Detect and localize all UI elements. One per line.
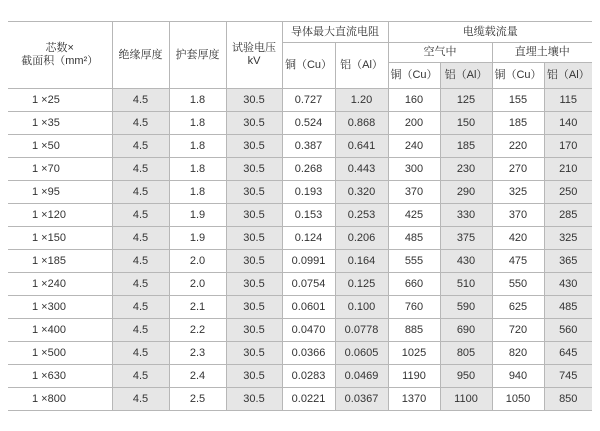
cell-test-voltage: 30.5 [226,227,282,250]
table-row [8,181,592,204]
cell-air-al: 230 [440,158,492,181]
cell-res-cu: 0.0991 [282,250,335,273]
cell-test-voltage: 30.5 [226,273,282,296]
cell-air-cu: 760 [388,296,440,319]
cell-air-cu: 555 [388,250,440,273]
cell-spec: 1 ×500 [8,342,112,365]
table-row [8,296,592,319]
cell-air-al: 375 [440,227,492,250]
cell-res-al: 0.0469 [335,365,388,388]
cell-res-al: 0.0605 [335,342,388,365]
cell-soil-cu: 370 [492,204,544,227]
cell-air-cu: 1025 [388,342,440,365]
cell-res-cu: 0.268 [282,158,335,181]
header-res-cu: 铜（Cu） [282,43,335,89]
cell-res-al: 0.320 [335,181,388,204]
cell-res-cu: 0.524 [282,112,335,135]
cell-res-cu: 0.0221 [282,388,335,411]
cell-soil-cu: 270 [492,158,544,181]
cell-test-voltage: 30.5 [226,112,282,135]
cell-res-cu: 0.0601 [282,296,335,319]
cell-res-al: 0.0778 [335,319,388,342]
cell-sheath: 1.8 [169,89,226,112]
cell-spec: 1 ×800 [8,388,112,411]
cell-soil-al: 430 [544,273,592,296]
cell-soil-al: 285 [544,204,592,227]
cell-spec: 1 ×50 [8,135,112,158]
cell-res-al: 0.125 [335,273,388,296]
cell-res-al: 0.868 [335,112,388,135]
cell-air-cu: 200 [388,112,440,135]
cell-soil-al: 485 [544,296,592,319]
cell-air-al: 590 [440,296,492,319]
cell-test-voltage: 30.5 [226,89,282,112]
cell-soil-al: 250 [544,181,592,204]
cable-spec-table [8,21,592,411]
header-spec-label: 芯数× 截面积（mm²） [21,42,99,67]
cell-res-cu: 0.193 [282,181,335,204]
cell-insulation: 4.5 [112,158,169,181]
cell-sheath: 2.0 [169,250,226,273]
cell-test-voltage: 30.5 [226,181,282,204]
header-resistance: 导体最大直流电阻 [282,22,388,43]
cell-sheath: 1.8 [169,135,226,158]
cell-air-al: 150 [440,112,492,135]
cell-sheath: 2.2 [169,319,226,342]
cell-res-cu: 0.0283 [282,365,335,388]
cell-res-al: 1.20 [335,89,388,112]
header-soil-al: 铝（Al） [544,63,592,89]
cell-air-al: 330 [440,204,492,227]
cell-insulation: 4.5 [112,365,169,388]
table-row [8,388,592,411]
cell-sheath: 1.9 [169,227,226,250]
table-row [8,89,592,112]
cell-sheath: 1.8 [169,158,226,181]
cell-air-al: 1100 [440,388,492,411]
table-row [8,365,592,388]
cell-soil-cu: 185 [492,112,544,135]
cell-spec: 1 ×185 [8,250,112,273]
header-ampacity: 电缆载流量 [388,22,592,43]
header-in-soil: 直埋土壤中 [492,43,592,63]
cell-res-cu: 0.153 [282,204,335,227]
cell-air-al: 430 [440,250,492,273]
table-row [8,204,592,227]
cell-insulation: 4.5 [112,296,169,319]
cell-res-al: 0.164 [335,250,388,273]
cell-insulation: 4.5 [112,319,169,342]
table-row [8,342,592,365]
cell-sheath: 2.3 [169,342,226,365]
header-air-al: 铝（Al） [440,63,492,89]
cell-test-voltage: 30.5 [226,135,282,158]
cell-air-cu: 1190 [388,365,440,388]
cell-res-al: 0.100 [335,296,388,319]
cell-sheath: 2.0 [169,273,226,296]
cell-res-cu: 0.0470 [282,319,335,342]
cell-air-cu: 485 [388,227,440,250]
cell-air-cu: 1370 [388,388,440,411]
table-row [8,319,592,342]
cell-test-voltage: 30.5 [226,365,282,388]
cell-res-cu: 0.0754 [282,273,335,296]
cell-soil-al: 115 [544,89,592,112]
cell-test-voltage: 30.5 [226,158,282,181]
cell-soil-al: 325 [544,227,592,250]
cell-soil-cu: 625 [492,296,544,319]
cell-soil-cu: 720 [492,319,544,342]
cell-insulation: 4.5 [112,388,169,411]
cell-soil-al: 645 [544,342,592,365]
cell-sheath: 1.9 [169,204,226,227]
cell-test-voltage: 30.5 [226,296,282,319]
cell-test-voltage: 30.5 [226,342,282,365]
cell-insulation: 4.5 [112,273,169,296]
cell-air-al: 690 [440,319,492,342]
cell-sheath: 2.5 [169,388,226,411]
cell-air-al: 125 [440,89,492,112]
cell-air-al: 510 [440,273,492,296]
cell-soil-al: 170 [544,135,592,158]
cell-sheath: 2.4 [169,365,226,388]
cell-test-voltage: 30.5 [226,204,282,227]
cell-res-al: 0.641 [335,135,388,158]
header-in-air: 空气中 [388,43,492,63]
cell-insulation: 4.5 [112,89,169,112]
cell-air-cu: 425 [388,204,440,227]
cell-soil-cu: 940 [492,365,544,388]
cell-soil-cu: 820 [492,342,544,365]
cell-air-cu: 300 [388,158,440,181]
cell-spec: 1 ×300 [8,296,112,319]
cell-insulation: 4.5 [112,112,169,135]
cell-res-al: 0.253 [335,204,388,227]
cell-soil-al: 210 [544,158,592,181]
cell-soil-cu: 550 [492,273,544,296]
cell-soil-cu: 1050 [492,388,544,411]
cell-air-cu: 885 [388,319,440,342]
cell-spec: 1 ×150 [8,227,112,250]
cell-insulation: 4.5 [112,181,169,204]
cell-insulation: 4.5 [112,342,169,365]
cell-spec: 1 ×630 [8,365,112,388]
cell-soil-al: 745 [544,365,592,388]
header-spec [8,22,112,89]
cell-res-al: 0.206 [335,227,388,250]
cell-air-al: 185 [440,135,492,158]
table-row [8,227,592,250]
cell-soil-al: 850 [544,388,592,411]
table-row [8,158,592,181]
cell-air-al: 290 [440,181,492,204]
cell-spec: 1 ×70 [8,158,112,181]
header-insulation: 绝缘厚度 [112,22,169,89]
header-air-cu: 铜（Cu） [388,63,440,89]
cell-soil-al: 140 [544,112,592,135]
cell-soil-al: 365 [544,250,592,273]
cell-res-al: 0.443 [335,158,388,181]
cell-sheath: 1.8 [169,112,226,135]
table-row [8,250,592,273]
cell-res-cu: 0.387 [282,135,335,158]
cell-air-cu: 160 [388,89,440,112]
cell-soil-cu: 325 [492,181,544,204]
cell-insulation: 4.5 [112,250,169,273]
header-test-voltage [226,22,282,89]
cell-spec: 1 ×25 [8,89,112,112]
cell-soil-cu: 155 [492,89,544,112]
cell-res-cu: 0.0366 [282,342,335,365]
cell-air-al: 950 [440,365,492,388]
header-test-voltage-label: 试验电压 kV [232,42,276,67]
cell-soil-al: 560 [544,319,592,342]
table-row [8,112,592,135]
cell-insulation: 4.5 [112,227,169,250]
table-body [8,89,592,411]
cell-test-voltage: 30.5 [226,250,282,273]
header-sheath: 护套厚度 [169,22,226,89]
cell-res-cu: 0.124 [282,227,335,250]
cell-soil-cu: 475 [492,250,544,273]
cell-air-cu: 660 [388,273,440,296]
cell-sheath: 2.1 [169,296,226,319]
table-row [8,135,592,158]
cell-soil-cu: 420 [492,227,544,250]
cell-insulation: 4.5 [112,204,169,227]
cell-spec: 1 ×95 [8,181,112,204]
cell-air-cu: 370 [388,181,440,204]
cell-air-cu: 240 [388,135,440,158]
cell-air-al: 805 [440,342,492,365]
cell-sheath: 1.8 [169,181,226,204]
table-row [8,273,592,296]
cell-spec: 1 ×240 [8,273,112,296]
cell-res-al: 0.0367 [335,388,388,411]
cell-soil-cu: 220 [492,135,544,158]
cell-spec: 1 ×400 [8,319,112,342]
header-res-al: 铝（Al） [335,43,388,89]
cell-res-cu: 0.727 [282,89,335,112]
header-soil-cu: 铜（Cu） [492,63,544,89]
cell-spec: 1 ×35 [8,112,112,135]
cell-test-voltage: 30.5 [226,388,282,411]
cell-spec: 1 ×120 [8,204,112,227]
cell-test-voltage: 30.5 [226,319,282,342]
cell-insulation: 4.5 [112,135,169,158]
